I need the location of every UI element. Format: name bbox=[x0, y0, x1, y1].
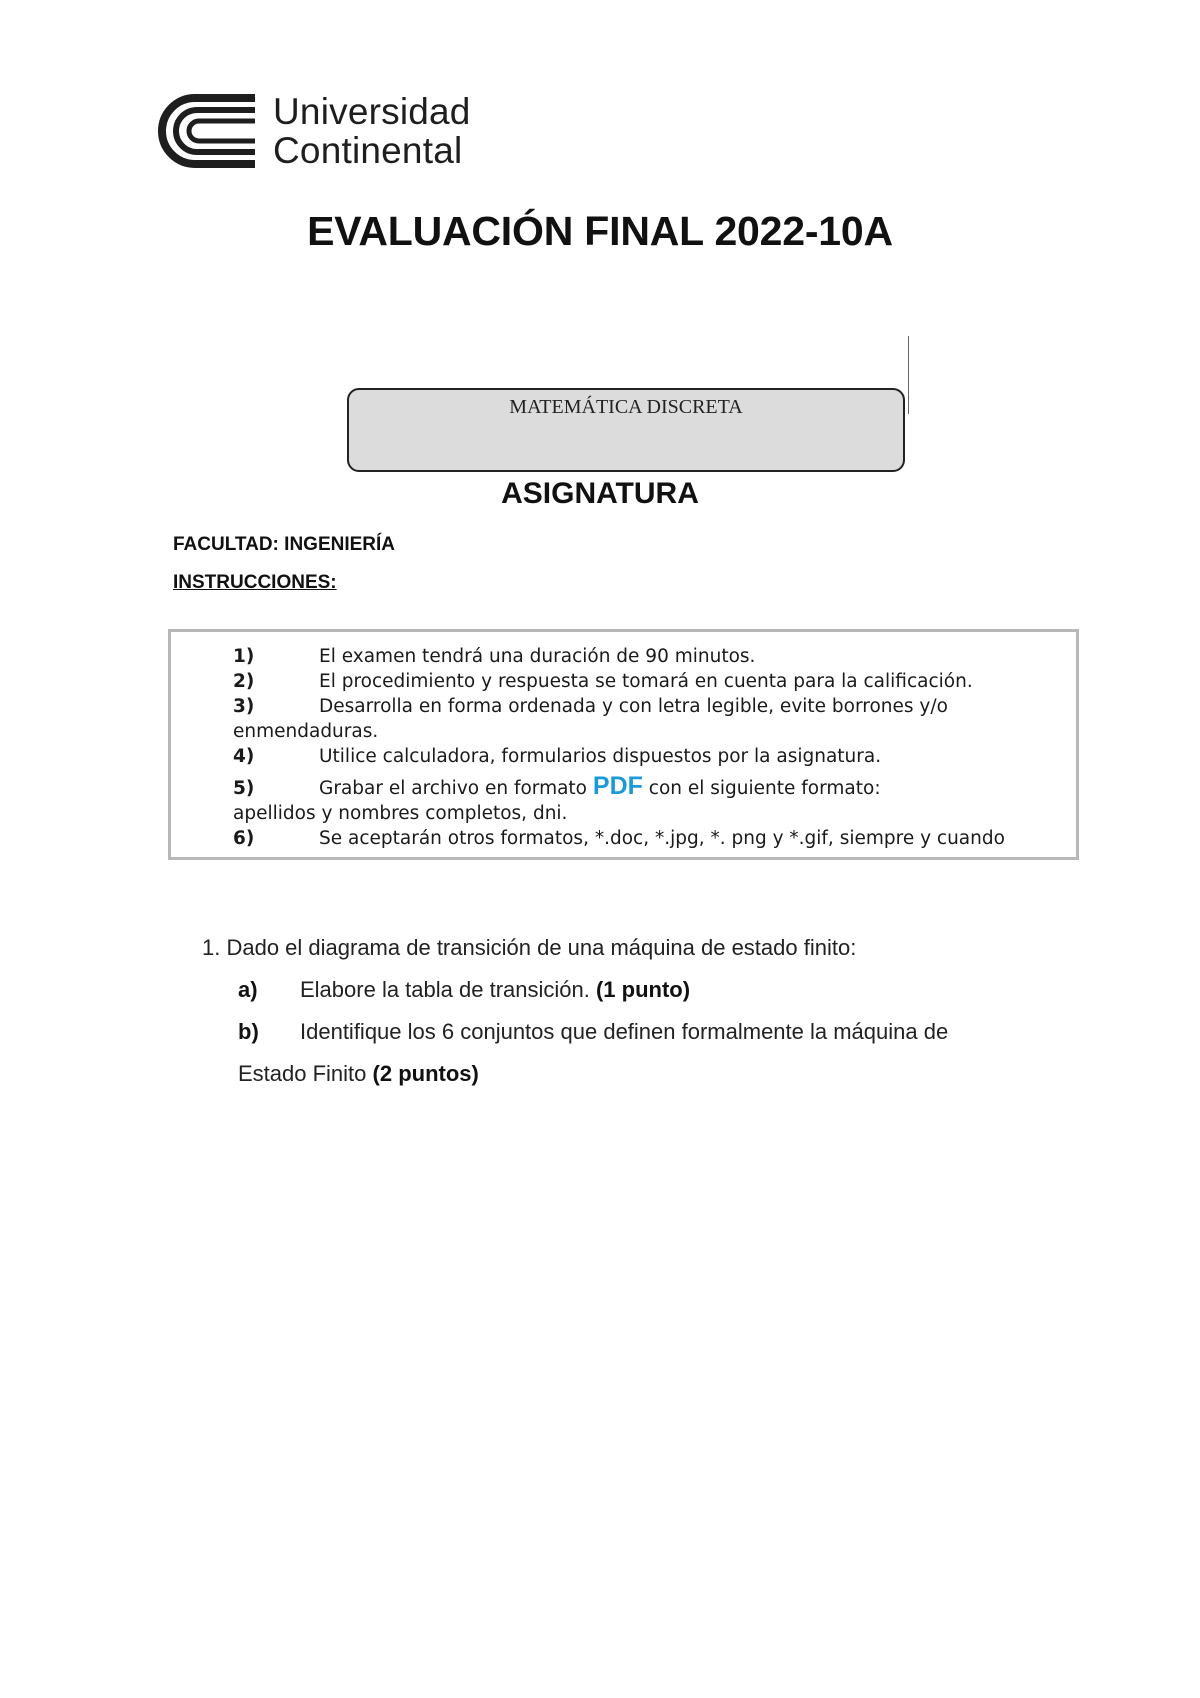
instruction-number: 2) bbox=[233, 671, 255, 692]
instruction-number: 6) bbox=[233, 828, 255, 849]
question-1b-points: (2 puntos) bbox=[372, 1061, 479, 1086]
instruction-text: Se aceptarán otros formatos, *.doc, *.jpg, *. png y *.gif, siempre y cuando bbox=[319, 828, 1005, 849]
question-1a bbox=[238, 977, 690, 1003]
university-logo bbox=[155, 91, 515, 171]
question-1b bbox=[238, 1019, 948, 1045]
instruction-continuation bbox=[233, 801, 1073, 826]
question-1a-label: a) bbox=[238, 977, 258, 1002]
subject-box-divider bbox=[908, 336, 909, 414]
subject-field bbox=[347, 388, 905, 472]
question-1: 1. Dado el diagrama de transición de una máquina de estado finito: bbox=[202, 935, 857, 960]
question-1a-text: Elabore la tabla de transición. bbox=[300, 977, 596, 1002]
instruction-text-cont: apellidos y nombres completos, dni. bbox=[233, 803, 568, 824]
instruction-number: 4) bbox=[233, 746, 255, 767]
instructions-heading: INSTRUCCIONES: bbox=[173, 572, 337, 593]
instruction-text: El examen tendrá una duración de 90 minutos. bbox=[319, 646, 756, 667]
logo-line-1: Universidad bbox=[273, 91, 471, 132]
instruction-item bbox=[233, 669, 1073, 694]
question-1b-label: b) bbox=[238, 1019, 259, 1044]
question-1a-points: (1 punto) bbox=[595, 977, 691, 1002]
faculty-label: FACULTAD: INGENIERÍA bbox=[173, 534, 396, 555]
instruction-text: Utilice calculadora, formularios dispuestos por la asignatura. bbox=[319, 746, 882, 767]
instruction-number: 5) bbox=[233, 778, 255, 799]
instruction-number: 1) bbox=[233, 646, 255, 667]
instruction-number: 3) bbox=[233, 696, 255, 717]
question-1b-continuation bbox=[238, 1061, 479, 1087]
instruction-item bbox=[233, 644, 1073, 669]
instruction-text-cont: enmendaduras. bbox=[233, 721, 379, 742]
subject-label: ASIGNATURA bbox=[501, 477, 699, 510]
logo-wordmark bbox=[273, 92, 471, 170]
pdf-highlight: PDF bbox=[592, 772, 643, 800]
instruction-text: El procedimiento y respuesta se tomará en cuenta para la calificación. bbox=[319, 671, 973, 692]
page-title: EVALUACIÓN FINAL 2022-10A bbox=[307, 208, 893, 254]
instruction-text: Desarrolla en forma ordenada y con letra legible, evite borrones y/o bbox=[319, 696, 948, 717]
subject-value: MATEMÁTICA DISCRETA bbox=[509, 396, 743, 418]
instructions-box bbox=[168, 629, 1079, 860]
question-1b-text: Identifique los 6 conjuntos que definen formalmente la máquina de bbox=[300, 1019, 949, 1044]
instruction-continuation bbox=[233, 719, 1073, 744]
instruction-item bbox=[233, 774, 1073, 801]
instruction-item bbox=[233, 744, 1073, 769]
instruction-text: Grabar el archivo en formato bbox=[319, 778, 593, 799]
instruction-item bbox=[233, 694, 1073, 719]
instruction-item bbox=[233, 826, 1073, 851]
continental-logo-icon bbox=[155, 94, 259, 168]
instruction-text-after: con el siguiente formato: bbox=[642, 778, 881, 799]
question-1b-text-cont: Estado Finito bbox=[238, 1061, 373, 1086]
logo-line-2: Continental bbox=[273, 130, 463, 171]
instructions-list bbox=[233, 644, 1073, 851]
